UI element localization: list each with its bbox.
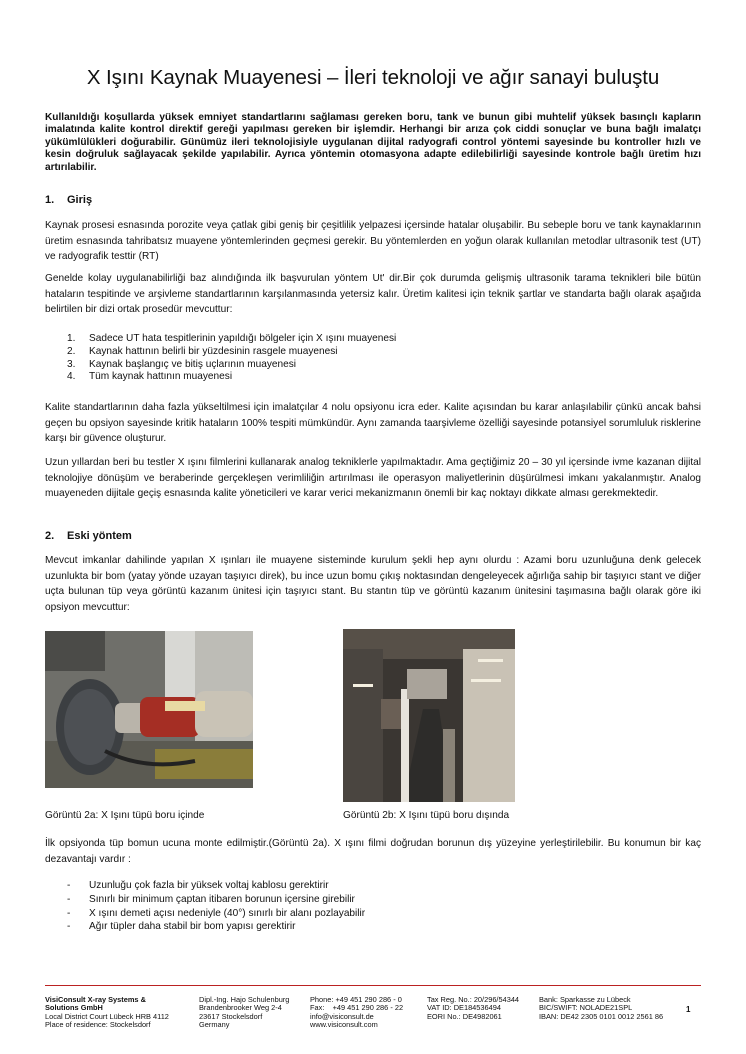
figure-2b-caption: Görüntü 2b: X Işını tüpü boru dışında — [343, 810, 510, 821]
footer-street: Brandenbrooker Weg 2-4 — [199, 1003, 282, 1013]
footer-phone: Phone: +49 451 290 286 - 0 — [310, 995, 402, 1004]
section-2-paragraph-1: Mevcut imkanlar dahilinde yapılan X ışınları ile muayene sisteminde kurulum şekli hep aynı olurdu : Azami boru uzunluğuna denk gelecek uzunlukta bir bom (yatay yönde uzayan taşıyıcı direk), bu ince uzun bomu çıkış noktasından dengeleyecek ağırlığa sahip bir taşıyıcı stant ve diğer uçta bulunan tüp veya görüntü kazanım ünitesi için taşıyıcı stant. Bu stantın tüp ve görüntü kazanım ünitesini taşımasına bağlı olarak göre iki opsiyon mevcuttur: — [45, 555, 701, 613]
lead-paragraph: Kullanıldığı koşullarda yüksek emniyet standartlarını sağlaması gereken boru, tank ve bunun gibi muhtelif yüksek basınçlı kapların imalatında kalite kontrol direktif gereği yapılması gereken bir işlemdir. Herhangi bir arıza çok ciddi sonuçlar ve buna bağlı imalatçı yükümlülükleri doğurabilir. Günümüz ileri teknolojisiyle uygulanan dijital radyografi control yöntemi sayesinde bu kontroller hızlı ve kesin doğruluk sağlayacak şekilde yapılabilir. Ayrıca yöntemin otomasyona adapte edilebilirliği sayesinde kontrole bağlı üretim hızı artırılabilir. — [45, 112, 701, 173]
list-item: - Ağır tüpler daha stabil bir bom yapısı gerektirir — [67, 921, 296, 933]
footer-bank — [539, 996, 663, 1021]
section-2-title: Eski yöntem — [67, 530, 132, 542]
footer-address — [199, 996, 289, 1030]
figure-2a-caption: Görüntü 2a: X Işını tüpü boru içinde — [45, 810, 205, 821]
section-2-heading — [45, 530, 132, 542]
list-text: Tüm kaynak hattının muayenesi — [89, 371, 233, 383]
list-item — [45, 359, 396, 372]
section-1-paragraph-1: Kaynak prosesi esnasında porozite veya çatlak gibi geniş bir çeşitlilik yelpazesi içersinde hatalar oluşabilir. Bu sebeple boru ve tank kaynaklarının üretim esnasında tahribatsız muayene yöntemlerinden geçmesi gerekir. Bu yöntemlerden en yoğun olarak kullanılan metodlar ultrasonik test (UT) ve radyografik testtir (RT) — [45, 220, 701, 263]
document-title: X Işını Kaynak Muayenesi – İleri teknoloji ve ağır sanayi buluştu — [86, 66, 660, 89]
list-text: X ışını demeti açısı nedeniyle (40°) sınırlı bir alanı pozlayabilir — [89, 907, 366, 919]
section-1-number: 1. — [45, 194, 55, 206]
section-1-heading — [45, 194, 92, 206]
section-2-number: 2. — [45, 530, 55, 542]
footer-iban: IBAN: DE42 2305 0101 0012 2561 86 — [539, 1011, 664, 1021]
list-number: 3. — [67, 358, 76, 370]
xray-tube-outside-pipe-image — [343, 629, 515, 802]
list-text: Uzunluğu çok fazla bir yüksek voltaj kablosu gerektirir — [89, 880, 329, 891]
footer-bic: BIC/SWIFT: NOLADE21SPL — [539, 1003, 633, 1013]
footer-company-name-1: VisiConsult X-ray Systems & — [45, 995, 146, 1004]
footer-country: Germany — [199, 1020, 230, 1030]
section-1-paragraph-2: Genelde kolay uygulanabilirliği baz alındığında ilk başvurulan yöntem Ut' dir.Bir çok durumda gelişmiş ultrasonik tarama teknikleri bile bütün hataların tespitinde ve arşivleme standartlarının karşılanmasında yetersiz kalır. Üretim kalitesi için teknik şartlar ve standarta bağlı olarak aşağıda belirtilen bir dizi ortak prosedür mevcuttur: — [45, 273, 701, 316]
footer-eori: EORI No.: DE4982061 — [427, 1011, 502, 1021]
figure-2b-photo — [343, 629, 515, 802]
xray-tube-inside-pipe-image — [45, 631, 253, 788]
procedure-list — [45, 333, 396, 384]
list-text: Ağır tüpler daha stabil bir bom yapısı gerektirir — [89, 921, 296, 933]
footer-contact — [310, 996, 403, 1030]
footer-court: Local District Court Lübeck HRB 4112 — [45, 1011, 169, 1021]
list-text: Kaynak hattının belirli bir yüzdesinin rasgele muayenesi — [89, 345, 338, 357]
section-1-title: Giriş — [67, 194, 93, 206]
list-number: 1. — [67, 333, 76, 344]
footer-fax: Fax: +49 451 290 286 - 22 — [310, 1003, 404, 1013]
page-number: 1 — [686, 1005, 691, 1014]
list-item: - Sınırlı bir minimum çaptan itibaren borunun içersine girebilir — [67, 893, 355, 905]
footer-residence: Place of residence: Stockelsdorf — [45, 1020, 151, 1030]
list-number: 2. — [67, 345, 76, 357]
list-text: Kaynak başlangıç ve bitiş uçlarının muayenesi — [89, 358, 297, 370]
footer-divider — [45, 985, 701, 986]
footer-website-link[interactable]: www.visiconsult.com — [310, 1020, 378, 1030]
list-item: - Uzunluğu çok fazla bir yüksek voltaj kablosu gerektirir — [67, 880, 329, 891]
footer-vat-id: VAT ID: DE184536494 — [427, 1003, 501, 1013]
footer-city: 23617 Stockelsdorf — [199, 1011, 263, 1021]
list-item: - X ışını demeti açısı nedeniyle (40°) sınırlı bir alanı pozlayabilir — [67, 907, 366, 919]
footer-tax-number: Tax Reg. No.: 20/296/54344 — [427, 995, 520, 1004]
list-item — [45, 333, 396, 346]
section-1-paragraph-4: Uzun yıllardan beri bu testler X ışını filmlerini kullanarak analog tekniklerle yapılmaktadır. Ama geçtiğimiz 20 – 30 yıl içersinde ivme kazanan dijital teknolojiye dönüşüm ve beraberinde gerçekleşen verimliliğin artırılması ile operasyon maliyetlerinin düşürülmesi imkanı yakalanmıştır. Analog muayeneden dijitale geçiş esnasında kalite yöneticileri ve karar verici mekanizmanın önemli bir kaç noktayı dikkate alması gerekmektedir. — [45, 457, 701, 500]
footer-company-name-2: Solutions GmbH — [45, 1003, 103, 1013]
list-item — [45, 346, 396, 359]
section-1-paragraph-3: Kalite standartlarının daha fazla yükseltilmesi için imalatçılar 4 nolu opsiyonu icra eder. Kalite açısından bu karar anlaşılabilir çünkü ancak bahsi geçen bu opsiyon sayesinde kritik hataların 100% tespiti mümkündür. Aynı zamanda taarşivleme özelliği sayesinde potansiyel sorumluluk risklerine karşı bir güvence oluşturur. — [45, 402, 701, 445]
list-number: 4. — [67, 371, 76, 383]
list-text: Sınırlı bir minimum çaptan itibaren borunun içersine girebilir — [89, 893, 355, 905]
list-text: Sadece UT hata tespitlerinin yapıldığı bölgeler için X ışını muayenesi — [89, 333, 397, 344]
disadvantage-list — [45, 879, 365, 934]
footer-director: Dipl.-Ing. Hajo Schulenburg — [199, 995, 290, 1004]
section-2-paragraph-2: İlk opsiyonda tüp bomun ucuna monte edilmiştir.(Görüntü 2a). X ışını filmi doğrudan borunun dış yüzeyine yerleştirilebilir. Bu konumun bir kaç dezavantajı vardır : — [45, 838, 701, 865]
list-item — [45, 371, 396, 384]
footer-company — [45, 996, 169, 1030]
figure-2a-photo — [45, 631, 253, 788]
footer-bank-name: Bank: Sparkasse zu Lübeck — [539, 995, 631, 1004]
footer-tax — [427, 996, 519, 1021]
footer-email-link[interactable]: info@visiconsult.de — [310, 1011, 374, 1021]
